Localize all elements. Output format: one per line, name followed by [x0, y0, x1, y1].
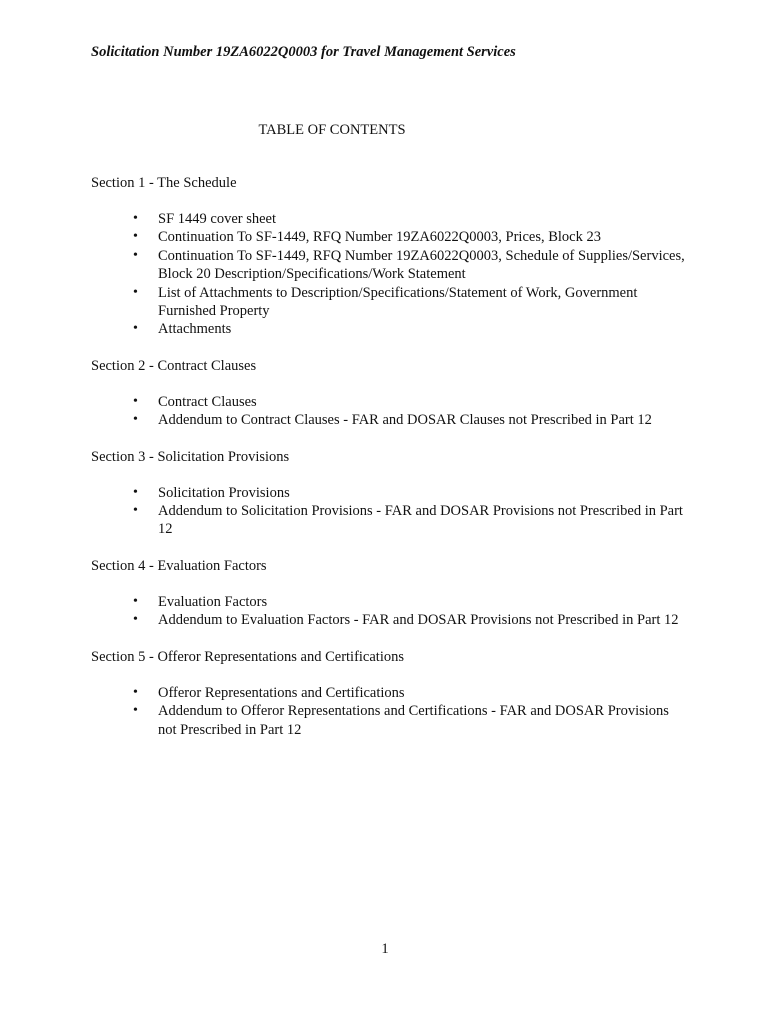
bullet-icon: • [133, 703, 138, 719]
list-item [91, 247, 686, 284]
toc-section [91, 557, 691, 648]
section-item-list [91, 684, 691, 739]
list-item [91, 484, 686, 502]
bullet-icon: • [133, 503, 138, 519]
section-heading: Section 2 - Contract Clauses [91, 357, 257, 374]
section-item-list [91, 484, 691, 539]
list-item [91, 228, 686, 246]
list-item-text: Contract Clauses [158, 393, 257, 410]
section-spacer [91, 539, 691, 557]
toc-title: TABLE OF CONTENTS [258, 122, 406, 138]
bullet-icon: • [133, 321, 138, 337]
list-item-text: SF 1449 cover sheet [158, 211, 276, 227]
list-item-text: Addendum to Evaluation Factors - FAR and DOSAR Provisions not Prescribed in Part 12 [158, 612, 679, 629]
list-item-text: List of Attachments to Description/Specifications/Statement of Work, Government Furnished Property [158, 284, 638, 320]
section-spacer [91, 630, 691, 648]
bullet-icon: • [133, 229, 138, 245]
page-number: 1 [381, 941, 389, 957]
section-spacer [91, 430, 691, 448]
list-item-text: Evaluation Factors [158, 593, 268, 610]
toc-section [91, 174, 691, 357]
toc-section [91, 648, 691, 757]
list-item [91, 611, 686, 629]
list-item [91, 684, 686, 702]
bullet-icon: • [133, 211, 138, 226]
list-item-text: Continuation To SF-1449, RFQ Number 19ZA6022Q0003, Prices, Block 23 [158, 229, 601, 246]
bullet-icon: • [133, 593, 138, 609]
bullet-icon: • [133, 684, 138, 700]
bullet-icon: • [133, 612, 138, 628]
document-header: Solicitation Number 19ZA6022Q0003 for Travel Management Services [91, 44, 516, 60]
list-item [91, 210, 686, 228]
bullet-icon: • [133, 484, 138, 500]
list-item-text: Solicitation Provisions [158, 484, 290, 501]
section-item-list [91, 210, 691, 339]
section-heading: Section 3 - Solicitation Provisions [91, 448, 290, 465]
section-heading: Section 4 - Evaluation Factors [91, 557, 267, 574]
list-item-text: Addendum to Contract Clauses - FAR and DOSAR Clauses not Prescribed in Part 12 [158, 412, 652, 429]
list-item [91, 284, 686, 321]
list-item [91, 320, 686, 338]
list-item [91, 393, 686, 411]
toc-section [91, 448, 691, 557]
section-spacer [91, 339, 691, 357]
list-item [91, 593, 686, 611]
section-spacer [91, 739, 691, 757]
section-item-list [91, 593, 691, 630]
bullet-icon: • [133, 393, 138, 409]
list-item-text: Addendum to Solicitation Provisions - FAR and DOSAR Provisions not Prescribed in Part 12 [158, 503, 683, 538]
list-item [91, 502, 686, 539]
section-item-list [91, 393, 691, 430]
section-heading: Section 5 - Offeror Representations and Certifications [91, 648, 405, 665]
toc-sections [91, 174, 691, 757]
list-item [91, 702, 686, 739]
list-item-text: Attachments [158, 321, 232, 338]
list-item-text: Offeror Representations and Certifications [158, 684, 405, 701]
list-item-text: Continuation To SF-1449, RFQ Number 19ZA6022Q0003, Schedule of Supplies/Services, Block 20 Description/Specifications/Work Statement [158, 247, 685, 283]
list-item [91, 411, 686, 429]
bullet-icon: • [133, 247, 138, 263]
bullet-icon: • [133, 284, 138, 300]
list-item-text: Addendum to Offeror Representations and Certifications - FAR and DOSAR Provisions not Prescribed in Part 12 [158, 703, 669, 738]
bullet-icon: • [133, 412, 138, 428]
toc-section [91, 357, 691, 448]
section-heading: Section 1 - The Schedule [91, 175, 237, 191]
